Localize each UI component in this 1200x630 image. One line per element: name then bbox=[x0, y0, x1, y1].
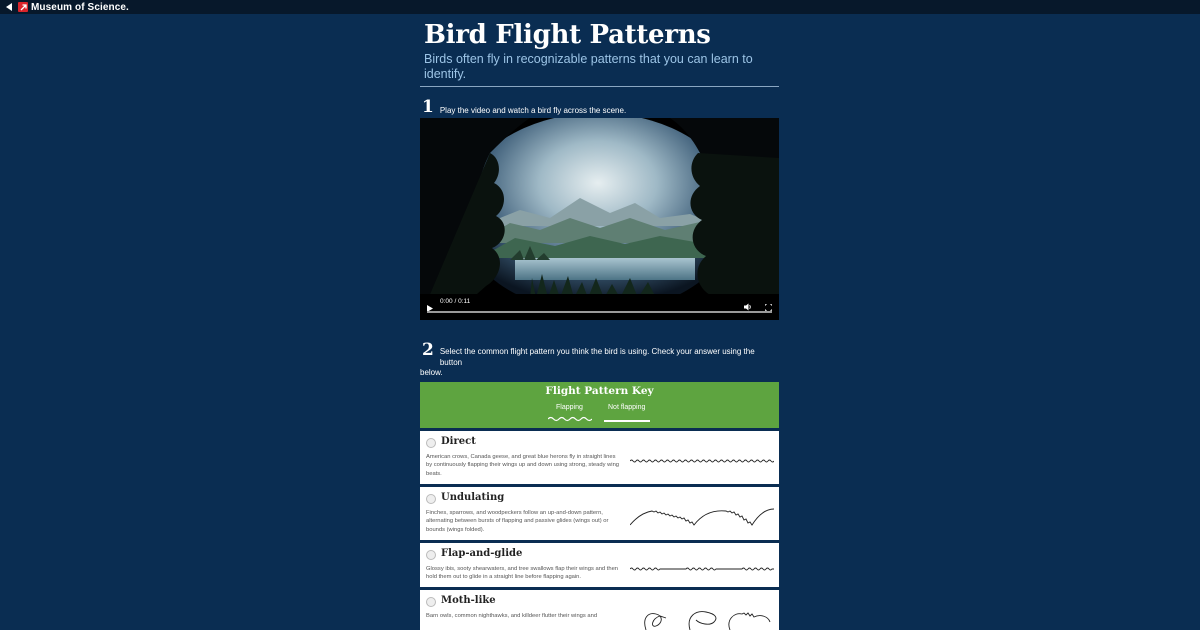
step-2-text: Select the common flight pattern you think the bird is using. Check your answer using the button bbox=[439, 347, 755, 367]
play-icon[interactable] bbox=[427, 299, 433, 317]
radio-direct[interactable] bbox=[426, 438, 436, 448]
step-1-number: 1 bbox=[422, 97, 434, 117]
video-time: 0:00 / 0:11 bbox=[440, 298, 471, 305]
legend-not-flapping-label: Not flapping bbox=[608, 404, 646, 411]
flapping-wave-icon bbox=[548, 416, 592, 422]
video-scene-image bbox=[420, 118, 779, 320]
pattern-name: Moth-like bbox=[441, 595, 496, 606]
video-controls bbox=[420, 294, 779, 320]
step-2-number: 2 bbox=[422, 340, 434, 360]
step-2 bbox=[420, 342, 779, 368]
pattern-option-moth-like[interactable] bbox=[420, 589, 779, 630]
pattern-description: Barn owls, common nighthawks, and killdeer flutter their wings and bbox=[426, 613, 598, 619]
video-player[interactable] bbox=[420, 118, 779, 320]
pattern-option-direct[interactable] bbox=[420, 430, 779, 484]
title-divider bbox=[420, 86, 779, 87]
back-arrow-icon[interactable] bbox=[2, 0, 16, 14]
museum-logo-icon bbox=[18, 2, 28, 12]
moth-like-pattern-graph bbox=[630, 604, 774, 630]
main-content bbox=[420, 14, 779, 630]
brand-name[interactable]: Museum of Science. bbox=[31, 1, 129, 13]
pattern-option-undulating[interactable] bbox=[420, 486, 779, 540]
pattern-description: Finches, sparrows, and woodpeckers follow an up-and-down pattern, alternating between bursts of flapping and passive glides (wings out) or bounds (wings folded). bbox=[426, 510, 609, 533]
radio-undulating[interactable] bbox=[426, 494, 436, 504]
flap-and-glide-pattern-graph bbox=[630, 565, 774, 573]
pattern-name: Direct bbox=[441, 436, 476, 447]
key-title: Flight Pattern Key bbox=[545, 385, 654, 397]
pattern-description: Glossy ibis, sooty shearwaters, and tree swallows flap their wings and then hold them out to glide in a straight line before flapping again. bbox=[426, 566, 619, 581]
pattern-option-flap-and-glide[interactable] bbox=[420, 542, 779, 587]
volume-icon[interactable] bbox=[744, 298, 752, 316]
fullscreen-icon[interactable] bbox=[765, 298, 772, 316]
step-1-text: Play the video and watch a bird fly across the scene. bbox=[439, 106, 627, 115]
step-2-text-continued: below. bbox=[420, 368, 443, 377]
video-progress-bar[interactable] bbox=[427, 311, 772, 313]
flight-pattern-key bbox=[420, 382, 779, 428]
radio-moth-like[interactable] bbox=[426, 597, 436, 607]
pattern-name: Flap-and-glide bbox=[441, 548, 523, 559]
radio-flap-and-glide[interactable] bbox=[426, 550, 436, 560]
step-1 bbox=[420, 99, 779, 116]
page-subtitle: Birds often fly in recognizable patterns that you can learn to identify. bbox=[424, 52, 753, 81]
pattern-name: Undulating bbox=[441, 492, 505, 503]
direct-pattern-graph bbox=[630, 457, 774, 465]
top-bar bbox=[0, 0, 1200, 14]
legend-flapping-label: Flapping bbox=[556, 404, 583, 411]
pattern-description: American crows, Canada geese, and great blue herons fly in straight lines by continuously flapping their wings up and down using strong, steady wing beats. bbox=[426, 454, 620, 477]
not-flapping-line-icon bbox=[604, 420, 650, 422]
undulating-pattern-graph bbox=[630, 503, 774, 533]
page-title: Bird Flight Patterns bbox=[424, 20, 711, 50]
